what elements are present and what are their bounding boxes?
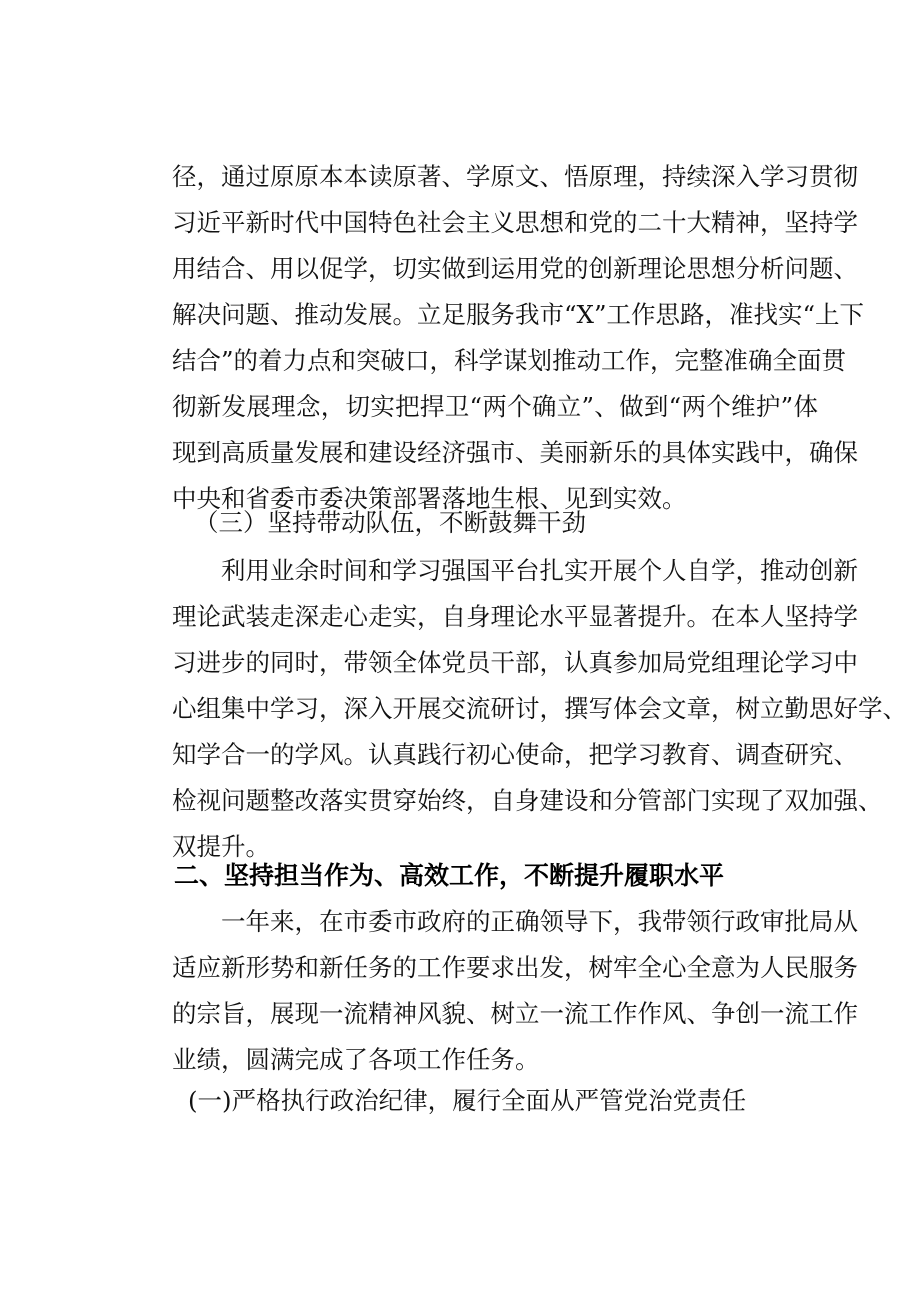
paragraph-line: 利用业余时间和学习强国平台扎实开展个人自学，推动创新: [221, 556, 858, 585]
paragraph-line: 检视问题整改落实贯穿始终，自身建设和分管部门实现了双加强、: [172, 786, 883, 815]
paragraph-line: 解决问题、推动发展。立足服务我市“X”工作思路，准找实“上下: [172, 300, 865, 329]
subheading-political-discipline: [172, 1078, 818, 1124]
paragraph-line: 心组集中学习，深入开展交流研讨，撰写体会文章，树立勤思好学、: [172, 694, 907, 723]
paragraph-line: 现到高质量发展和建设经济强市、美丽新乐的具体实践中，确保: [172, 438, 858, 467]
paragraph-line: 的宗旨，展现一流精神风貌、树立一流工作作风、争创一流工作: [172, 999, 858, 1028]
paragraph-line: 用结合、用以促学，切实做到运用党的创新理论思想分析问题、: [172, 254, 858, 283]
paragraph-theory-study: [172, 154, 865, 522]
paragraph-self-study: [172, 548, 907, 870]
paragraph-line: 适应新形势和新任务的工作要求出发，树牢全心全意为人民服务: [172, 953, 858, 982]
section-heading: [172, 852, 818, 900]
section-heading-text: 二、坚持担当作为、高效工作，不断提升履职水平: [174, 861, 725, 890]
paragraph-line: 中央和省委市委决策部署落地生根、见到实效。: [172, 484, 687, 513]
paragraph-line: 双提升。: [172, 832, 270, 861]
paragraph-line: 彻新发展理念，切实把捍卫“两个确立”、做到“两个维护”体: [172, 392, 818, 421]
paragraph-line: 理论武装走深走心走实，自身理论水平显著提升。在本人坚持学: [172, 602, 858, 631]
subheading-lead-team: [172, 500, 818, 546]
paragraph-line: 径，通过原原本本读原著、学原文、悟原理，持续深入学习贯彻: [172, 162, 858, 191]
paragraph-line: 知学合一的学风。认真践行初心使命，把学习教育、调查研究、: [172, 740, 858, 769]
paragraph-line: 习进步的同时，带领全体党员干部，认真参加局党组理论学习中: [172, 648, 858, 677]
paragraph-line: 业绩，圆满完成了各项工作任务。: [172, 1045, 540, 1074]
paragraph-line: 结合”的着力点和突破口，科学谋划推动工作，完整准确全面贯: [172, 346, 847, 375]
paragraph-year-review: [172, 899, 858, 1083]
subheading-text: （三）坚持带动队伍，不断鼓舞干劲: [194, 508, 586, 537]
paragraph-line: 一年来，在市委市政府的正确领导下，我带领行政审批局从: [221, 907, 858, 936]
paragraph-line: 习近平新时代中国特色社会主义思想和党的二十大精神，坚持学: [172, 208, 858, 237]
subheading-text: (一)严格执行政治纪律，履行全面从严管党治党责任: [188, 1086, 747, 1115]
